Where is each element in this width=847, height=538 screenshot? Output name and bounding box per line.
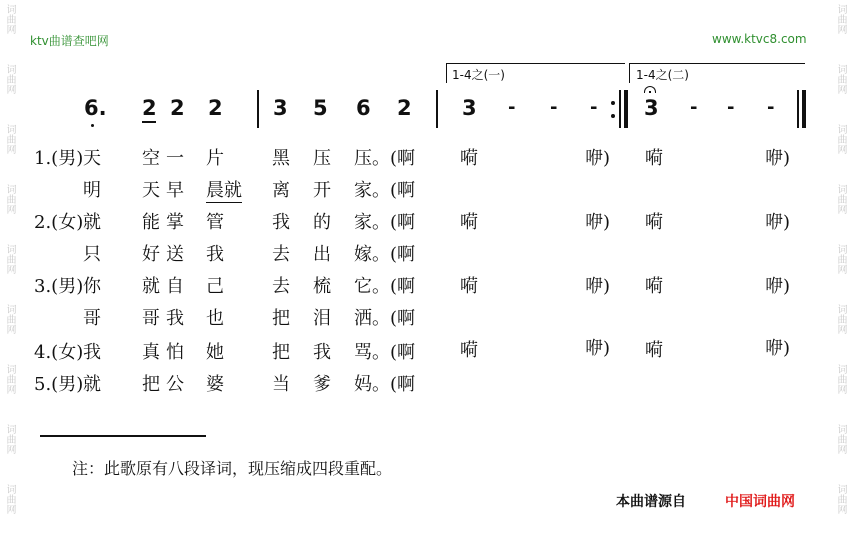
lyric: 咿) (765, 148, 791, 169)
lyric: 爹 (313, 374, 331, 395)
lyric: 家。(啊 (354, 180, 416, 201)
watermark-text: 词曲网 (835, 364, 846, 394)
note: 6 (356, 96, 371, 120)
right-watermark-strip (831, 0, 847, 538)
lyric: 去 (272, 244, 290, 265)
lyric: 我 (206, 244, 224, 265)
lyric: 离 (272, 180, 290, 201)
watermark-text: 词曲网 (835, 184, 846, 214)
watermark-text: 词曲网 (835, 484, 846, 514)
watermark-text: 词曲网 (835, 64, 846, 94)
lyric: 当 (272, 374, 290, 395)
fermata-dot (649, 91, 651, 93)
note: 3 (644, 96, 659, 120)
lyric: 也 (206, 308, 224, 329)
note: 5 (313, 96, 328, 120)
watermark-text: 词曲网 (4, 424, 15, 454)
volta-label-second: 1-4之(二) (636, 68, 689, 82)
watermark-text: 词曲网 (4, 64, 15, 94)
watermark-text: 词曲网 (835, 424, 846, 454)
lyric: 压 (313, 148, 331, 169)
lyric: 咿) (765, 338, 791, 359)
lyric: 出 (313, 244, 331, 265)
lyric: 嗬 (645, 212, 663, 233)
volta-bracket-second-hook (629, 63, 630, 83)
lyric: 真怕 (142, 342, 190, 363)
lyric-slurred: 晨就 (206, 176, 242, 203)
watermark-text: 词曲网 (4, 4, 15, 34)
lyric: 就 (83, 374, 101, 395)
watermark-text: 词曲网 (4, 304, 15, 334)
note: 2 (142, 96, 157, 120)
volta-label-first: 1-4之(一) (452, 68, 505, 82)
volta-bracket-second (629, 63, 805, 64)
lyric: 片 (206, 148, 224, 169)
lyric: 把 (272, 308, 290, 329)
verse-label: 4.(女) (34, 342, 84, 363)
lyric: 咿) (765, 212, 791, 233)
dash: - (550, 97, 558, 118)
dash: - (767, 97, 775, 118)
dash: - (727, 97, 735, 118)
bar-line (257, 90, 259, 128)
lyric: 梳 (313, 276, 331, 297)
lyric: 哥 (83, 308, 101, 329)
lyric: 咿) (585, 212, 611, 233)
lyric: 只 (83, 244, 101, 265)
volta-bracket-first-hook (446, 63, 447, 83)
lyric: 我 (83, 342, 101, 363)
lyric: 能掌 (142, 212, 190, 233)
lyric: 洒。(啊 (354, 308, 416, 329)
repeat-dot (611, 101, 615, 105)
volta-bracket-first (446, 63, 625, 64)
lyric: 把 (272, 342, 290, 363)
site-url-right: www.ktvc8.com (712, 32, 807, 46)
lyric: 嗬 (460, 148, 478, 169)
bar-line-thick (624, 90, 628, 128)
note: 2 (397, 96, 412, 120)
lyric: 明 (83, 180, 101, 201)
lyric: 管 (206, 212, 224, 233)
lyric: 嗬 (645, 148, 663, 169)
lyric: 把公 (142, 374, 190, 395)
lyric: 咿) (765, 276, 791, 297)
lyric: 妈。(啊 (354, 374, 416, 395)
lyric: 空一 (142, 148, 190, 169)
lyric: 我 (313, 342, 331, 363)
lyric: 天早 (142, 180, 190, 201)
lyric: 去 (272, 276, 290, 297)
lyric: 哥我 (142, 308, 190, 329)
verse-label: 1.(男) (34, 148, 84, 169)
watermark-text: 词曲网 (4, 484, 15, 514)
watermark-text: 词曲网 (4, 244, 15, 274)
lyric: 咿) (585, 276, 611, 297)
footnote: 注：此歌原有八段译词，现压缩成四段重配。 (72, 459, 393, 478)
note: 2 (208, 96, 223, 120)
lyric: 就 (83, 212, 101, 233)
lyric: 嗬 (645, 340, 663, 361)
note: 2 (170, 96, 185, 120)
lyric: 你 (83, 276, 101, 297)
lyric: 的 (313, 212, 331, 233)
watermark-text: 词曲网 (835, 4, 846, 34)
dash: - (508, 97, 516, 118)
lyric: 好送 (142, 244, 190, 265)
lyric: 家。(啊 (354, 212, 416, 233)
site-name-left: ktv曲谱查吧网 (30, 34, 109, 48)
watermark-text: 词曲网 (4, 124, 15, 154)
bar-line (436, 90, 438, 128)
lyric: 婆 (206, 374, 224, 395)
lyric: 嫁。(啊 (354, 244, 416, 265)
lyric: 黑 (272, 148, 290, 169)
repeat-dot (611, 114, 615, 118)
lyric: 咿) (585, 148, 611, 169)
watermark-text: 词曲网 (835, 304, 846, 334)
bar-line (797, 90, 799, 128)
note: 3 (462, 96, 477, 120)
note: 6. (84, 96, 107, 120)
lyric: 咿) (585, 338, 611, 359)
bar-line (619, 90, 621, 128)
lyric: 骂。(啊 (354, 342, 416, 363)
eighth-underline (142, 121, 156, 123)
source-label: 本曲谱源自 (616, 494, 686, 510)
lyric: 天 (83, 148, 101, 169)
verse-label: 2.(女) (34, 212, 84, 233)
lyric: 我 (272, 212, 290, 233)
lyric: 嗬 (460, 276, 478, 297)
lyric: 压。(啊 (354, 148, 416, 169)
watermark-text: 词曲网 (835, 124, 846, 154)
watermark-text: 词曲网 (4, 364, 15, 394)
source-name: 中国词曲网 (725, 494, 795, 510)
footnote-rule (40, 435, 206, 437)
lyric: 她 (206, 342, 224, 363)
verse-label: 5.(男) (34, 374, 84, 395)
lyric: 就自 (142, 276, 190, 297)
final-bar-line (802, 90, 806, 128)
watermark-text: 词曲网 (4, 184, 15, 214)
lower-octave-dot (91, 124, 94, 127)
dash: - (690, 97, 698, 118)
verse-label: 3.(男) (34, 276, 84, 297)
left-watermark-strip (0, 0, 16, 538)
lyric: 泪 (313, 308, 331, 329)
note: 3 (273, 96, 288, 120)
lyric: 己 (206, 276, 224, 297)
lyric: 嗬 (460, 340, 478, 361)
watermark-text: 词曲网 (835, 244, 846, 274)
lyric: 嗬 (460, 212, 478, 233)
lyric: 开 (313, 180, 331, 201)
lyric: 它。(啊 (354, 276, 416, 297)
lyric: 嗬 (645, 276, 663, 297)
dash: - (590, 97, 598, 118)
